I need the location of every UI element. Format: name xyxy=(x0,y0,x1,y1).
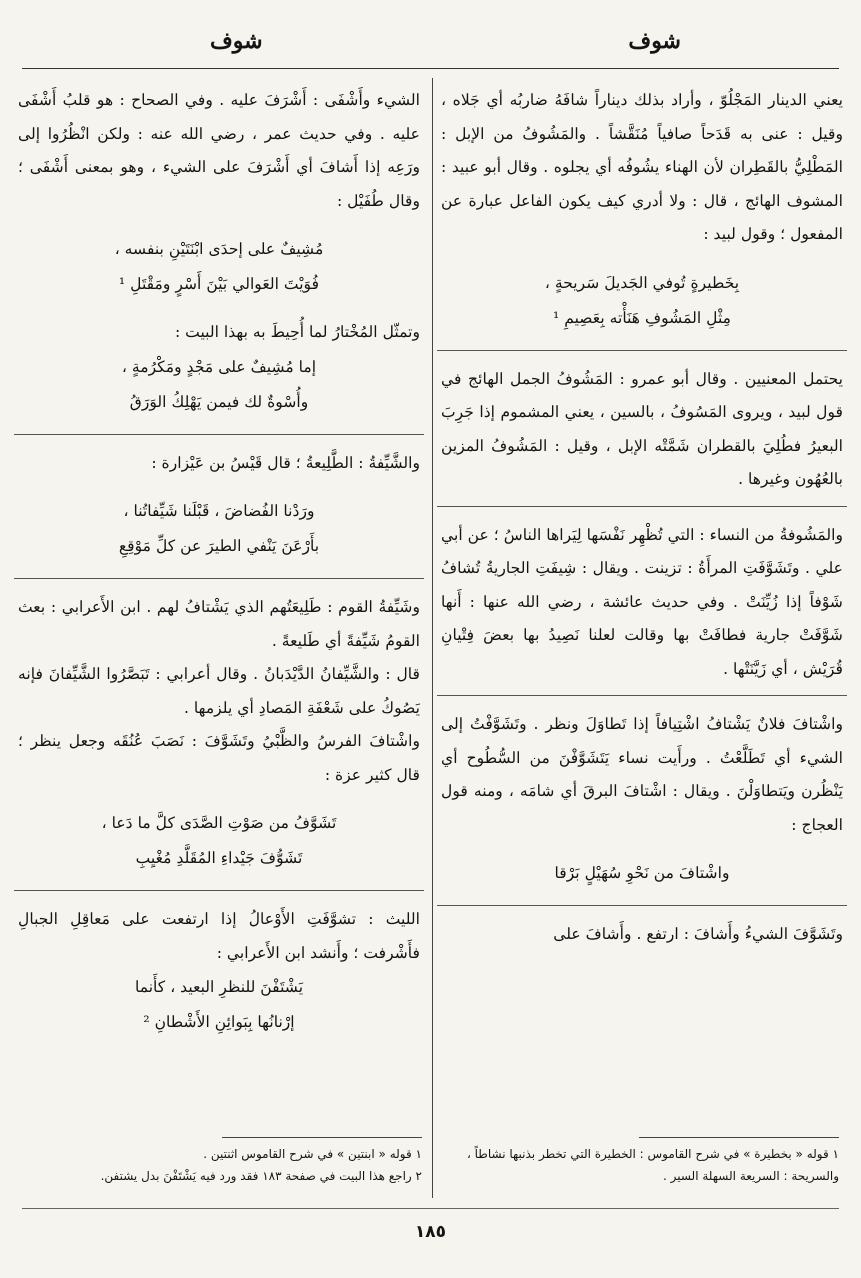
paragraph: واشْتافَ الفرسُ والظَّبْيُ وتَشَوَّفَ : نَصَبَ عُنُقَه وجعل ينظر ؛ قال كثير عزة : xyxy=(18,732,420,784)
paragraph: قال : والشَّيِّفانُ الدَّيْدَبانُ . وقال أعرابي : تَبَصَّرُوا الشَّيِّفانَ فإنه يَصُوكُ على شَعْفَةِ المَصادِ أي يلزمها . xyxy=(18,665,420,717)
paragraph: والشَّيِّفةُ : الطَّلِيعةُ ؛ قال قَيْسُ بن عَيْزارة : xyxy=(151,453,420,472)
paragraph: الشيء وأَشْفَى : أَشْرَفَ عليه . وفي الصحاح : هو قلبُ أَشْفَى عليه . وفي حديث عمر ، رضي الله عنه : ولكن انْظُرُوا إلى ورَعِه إذا أَشافَ أي أَشْرَفَ على الشيء ، وهو بمعنى أَشْفَى ؛ وقال طُفَيْل : xyxy=(18,91,420,210)
verse-line: بأَرْعَنَ يَنْفي الطيرَ عن كلِّ مَوْقِعِ xyxy=(118,537,320,555)
section-rule xyxy=(14,434,424,435)
footnote: ١ قوله « ابنتين » في شرح القاموس اثنتين . xyxy=(203,1147,422,1161)
right-column xyxy=(441,84,843,952)
verse-line: تَشَوَّفُ من صَوْتِ الصَّدَى كلَّ ما دَعا ، xyxy=(101,814,337,832)
section-rule xyxy=(14,578,424,579)
paragraph: وشَيِّفةُ القوم : طَلِيعَتُهم الذي يَشْتافُ لهم . ابن الأَعرابي : بعث القومُ شَيِّفةً أي طَليعةً . xyxy=(18,598,420,650)
header-rule xyxy=(22,68,839,69)
bottom-rule xyxy=(22,1208,839,1209)
footnote-rule xyxy=(639,1137,839,1138)
section-rule xyxy=(437,506,847,507)
footnote: ١ قوله « بخطيرة » في شرح القاموس : الخطيرة التي تخطر بذنبها نشاطاً ، والسريحة : السريعة السهلة السير . xyxy=(466,1147,839,1183)
verse-line: إرْنانُها بِبَوائِنِ الأَشْطانِ ² xyxy=(143,1013,295,1031)
verse-line: بِخَطيرةٍ تُوفي الجَديلَ سَريحةٍ ، xyxy=(544,273,740,292)
footnote-rule xyxy=(222,1137,422,1138)
paragraph: يحتمل المعنيين . وقال أبو عمرو : المَشُوفُ الجمل الهائج في قول لبيد ، ويروى المَسُوفُ ، بالسين ، يعني المشموم إذا جَرِبَ البعيرُ فطُلِيَ بالقطران شَمَّتْه الإبل ، وقيل : المَشُوفُ المزين بالعُهُون وغيرها . xyxy=(441,369,843,488)
paragraph: والمَشُوفةُ من النساء : التي تُظْهِر نَفْسَها لِيَراها الناسُ ؛ عن أبي علي . وتَشَوَّفَتِ المرأَةُ : تزينت . ويقال : شِيفَتِ الجاريةُ تُشافُ شَوْفاً إذا زُيِّنَتْ . وفي حديث عائشة ، رضي الله عنها : أَنها شَوَّفَتْ جارية فطافَتْ بها وقالت لعلنا نَصِيدُ بها بعضَ فِتْيانِ قُرَيْش ، أي زَيَّنَتْها . xyxy=(441,525,843,678)
section-rule xyxy=(437,695,847,696)
left-column xyxy=(18,84,420,1040)
verse-line: يَشْتَفْنَ للنظرِ البعيد ، كأَنما xyxy=(134,978,304,996)
column-divider xyxy=(432,78,433,1198)
verse-line: إما مُشِيفٌ على مَجْدٍ ومَكْرُمةٍ ، xyxy=(121,357,317,376)
verse-line: فُوَيْتَ العَوالي بَيْنَ أَسْرٍ ومَقْتَلِ ¹ xyxy=(118,275,320,293)
paragraph: وتمثّل المُخْتارُ لما أُحِيطَ به بهذا البيت : xyxy=(174,323,420,341)
verse-line: تَشَوُّفَ جَيْداءِ المُقَلَّدِ مُغْيِبِ xyxy=(135,849,303,867)
verse-line: وأُسْوةٌ لك فيمن يَهْلِكُ الوَرَقُ xyxy=(129,392,309,411)
paragraph: وتَشَوَّفَ الشيءُ وأَشافَ : ارتفع . وأَشافَ على xyxy=(553,925,843,943)
section-rule xyxy=(437,905,847,906)
verse-line: واشْتافَ من نَحْوِ سُهَيْلٍ بَرْقا xyxy=(554,864,730,882)
paragraph: يعني الدينار المَجْلُوّ ، وأراد بذلك ديناراً شافَهُ ضاربُه أي جَلاه ، وقيل : عنى به قَدَحاً صافياً مُنَقَّشاً . والمَشُوفُ من الإبل : المَطْلِيُّ بالقَطِران لأن الهناء يشُوفُه أي يجلوه . وقال أبو عبيد : المشوف الهائج ، قال : ولا أدري كيف يكون الفاعل عبارة عن المفعول ؛ وقول لبيد : xyxy=(441,91,843,243)
paragraph: واشْتافَ فلانٌ يَشْتافُ اشْتِيافاً إذا تَطاوَلَ ونظر . وتَشَوَّفْتُ إلى الشيء أي تَطَلَّعْتُ . ورأَيت نساء يَتَشَوَّفْنَ من السُّطُوح أي يَنْظُرن ويَتطاوَلْنَ . ويقال : اشْتافَ البرقَ أي شامَه ، ومنه قول العجاج : xyxy=(441,715,843,834)
footnotes-right xyxy=(439,1137,839,1187)
page-header xyxy=(0,28,861,68)
footnote: ٢ راجع هذا البيت في صفحة ١٨٣ فقد ورد فيه يَشْتَفْنَ بدل يشتفن. xyxy=(100,1169,422,1183)
verse-line: ورَدْنا الفُضاضَ ، قَبْلَنا شَيِّفاتُنا ، xyxy=(123,502,315,520)
page-number: ١٨٥ xyxy=(414,1222,447,1242)
header-title-right: شوف xyxy=(628,28,681,54)
verse-line: مُشِيفٌ على إحدَى ابْنَتَيْنِ بنفسه ، xyxy=(114,240,324,258)
footnotes-left xyxy=(22,1137,422,1187)
section-rule xyxy=(14,890,424,891)
section-rule xyxy=(437,350,847,351)
paragraph: الليث : تشوَّفَتِ الأَوْعالُ إذا ارتفعت على مَعاقِلِ الجبالِ فأَشْرفت ؛ وأَنشد ابن الأَعرابي : xyxy=(18,910,420,962)
header-title-left: شوف xyxy=(210,28,263,54)
verse-line: مِثْلِ المَشُوفِ هَنَأْته بِعَصِيمِ ¹ xyxy=(552,308,732,327)
